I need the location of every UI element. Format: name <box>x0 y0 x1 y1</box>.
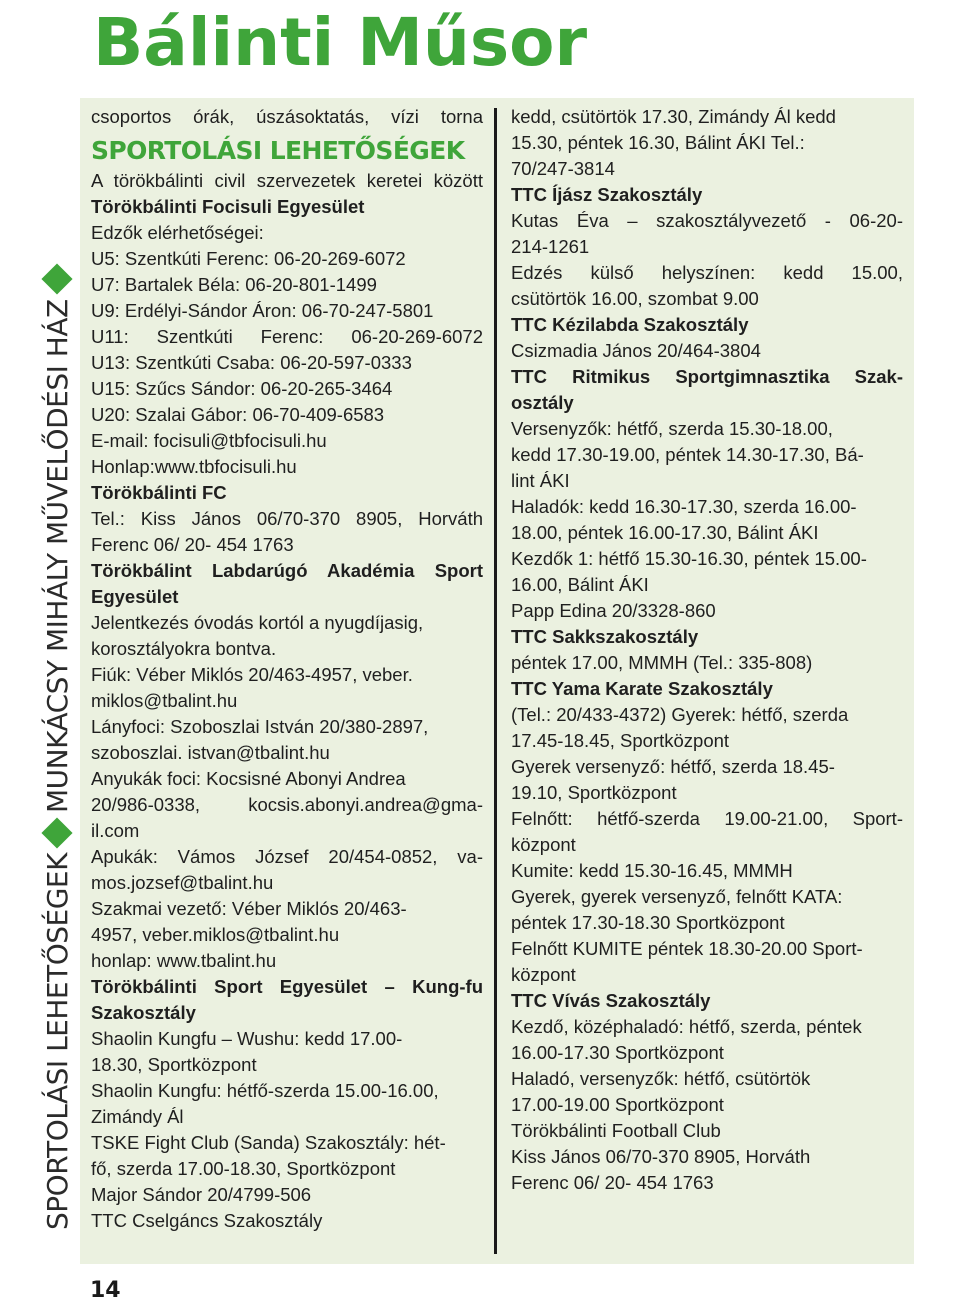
text-line: miklos@tbalint.hu <box>91 690 238 711</box>
text-line: fő, szerda 17.00-18.30, Sportközpont <box>91 1158 396 1179</box>
text-line: 70/247-3814 <box>511 158 615 179</box>
diamond-bullet-icon <box>41 817 72 848</box>
org-heading-line: Egyesület <box>91 586 179 607</box>
page-number: 14 <box>90 1278 121 1303</box>
text-line: Major Sándor 20/4799-506 <box>91 1184 312 1205</box>
side-banner-venue-label: MUNKÁCSY MIHÁLY MŰVELŐDÉSI HÁZ <box>40 299 74 814</box>
text-line: Tel.: Kiss János 06/70-370 8905, Horváth <box>91 508 483 529</box>
org-heading-line: TTC Kézilabda Szakosztály <box>511 314 749 335</box>
text-line: Kezdő, középhaladó: hétfő, szerda, péntek <box>511 1016 862 1037</box>
text-line: péntek 17.30-18.30 Sportközpont <box>511 912 785 933</box>
text-line: (Tel.: 20/433-4372) Gyerek: hétfő, szerda <box>511 704 849 725</box>
text-line: Kezdők 1: hétfő 15.30-16.30, péntek 15.00- <box>511 548 867 569</box>
text-line: csütörtök 16.00, szombat 9.00 <box>511 288 759 309</box>
text-line: U20: Szalai Gábor: 06-70-409-6583 <box>91 404 385 425</box>
text-line: Szakmai vezető: Véber Miklós 20/463- <box>91 898 407 919</box>
text-line: Kiss János 06/70-370 8905, Horváth <box>511 1146 811 1167</box>
text-line: 17.45-18.45, Sportközpont <box>511 730 730 751</box>
text-line: Haladók: kedd 16.30-17.30, szerda 16.00- <box>511 496 857 517</box>
text-line: Csizmadia János 20/464-3804 <box>511 340 761 361</box>
text-line: 16.00, Bálint ÁKI <box>511 574 649 595</box>
text-line: szoboszlai. istvan@tbalint.hu <box>91 742 330 763</box>
text-line: il.com <box>91 820 140 841</box>
text-line: U13: Szentkúti Csaba: 06-20-597-0333 <box>91 352 412 373</box>
text-line: Felnőtt KUMITE péntek 18.30-20.00 Sport- <box>511 938 863 959</box>
text-line: 18.30, Sportközpont <box>91 1054 257 1075</box>
text-line: 15.30, péntek 16.30, Bálint ÁKI Tel.: <box>511 132 805 153</box>
page-title: Bálinti Műsor <box>93 4 588 81</box>
org-heading-line: osztály <box>511 392 574 413</box>
text-line: TSKE Fight Club (Sanda) Szakosztály: hét- <box>91 1132 446 1153</box>
org-heading-line: TTC Sakkszakosztály <box>511 626 699 647</box>
text-line: Edzés külső helyszínen: kedd 15.00, <box>511 262 903 283</box>
text-line: Honlap:www.tbfocisuli.hu <box>91 456 297 477</box>
text-line: 19.10, Sportközpont <box>511 782 677 803</box>
text-line: Ferenc 06/ 20- 454 1763 <box>91 534 294 555</box>
diamond-bullet-icon <box>41 264 72 295</box>
text-line: U15: Szűcs Sándor: 06-20-265-3464 <box>91 378 393 399</box>
org-heading-line: TTC Yama Karate Szakosztály <box>511 678 773 699</box>
text-line: E-mail: focisuli@tbfocisuli.hu <box>91 430 327 451</box>
text-line: Felnőtt: hétfő-szerda 19.00-21.00, Sport- <box>511 808 903 829</box>
text-line: Gyerek versenyző: hétfő, szerda 18.45- <box>511 756 835 777</box>
text-line: Kutas Éva – szakosztályvezető - 06-20- <box>511 210 903 231</box>
text-line: Ferenc 06/ 20- 454 1763 <box>511 1172 714 1193</box>
text-line: Zimándy Ál <box>91 1106 184 1127</box>
text-line: TTC Cselgáncs Szakosztály <box>91 1210 323 1231</box>
text-line: Shaolin Kungfu: hétfő-szerda 15.00-16.00, <box>91 1080 439 1101</box>
org-heading-line: Törökbálinti Sport Egyesület – Kung-fu <box>91 976 483 997</box>
text-line: U7: Bartalek Béla: 06-20-801-1499 <box>91 274 377 295</box>
text-line: központ <box>511 834 576 855</box>
text-line: 214-1261 <box>511 236 590 257</box>
text-line: 17.00-19.00 Sportközpont <box>511 1094 724 1115</box>
text-line: 20/986-0338, kocsis.abonyi.andrea@gma- <box>91 794 483 815</box>
left-column <box>91 104 483 1234</box>
text-line: Versenyzők: hétfő, szerda 15.30-18.00, <box>511 418 833 439</box>
text-line: Papp Edina 20/3328-860 <box>511 600 716 621</box>
text-line: A törökbálinti civil szervezetek keretei között <box>91 170 483 191</box>
text-line: korosztályokra bontva. <box>91 638 277 659</box>
text-line: Kumite: kedd 15.30-16.45, MMMH <box>511 860 793 881</box>
org-heading-line: TTC Íjász Szakosztály <box>511 184 703 205</box>
text-line: Fiúk: Véber Miklós 20/463-4957, veber. <box>91 664 413 685</box>
section-heading: SPORTOLÁSI LEHETŐSÉGEK <box>91 136 465 165</box>
org-heading-line: Szakosztály <box>91 1002 196 1023</box>
right-column-lines <box>511 104 903 1196</box>
text-line: Edzők elérhetőségei: <box>91 222 264 243</box>
column-divider <box>494 108 497 1254</box>
text-line: U11: Szentkúti Ferenc: 06-20-269-6072 <box>91 326 483 347</box>
text-line: Gyerek, gyerek versenyző, felnőtt KATA: <box>511 886 843 907</box>
side-banner <box>34 130 80 1230</box>
org-heading-line: TTC Vívás Szakosztály <box>511 990 711 1011</box>
text-line: kedd, csütörtök 17.30, Zimándy Ál kedd <box>511 106 836 127</box>
text-line: 4957, veber.miklos@tbalint.hu <box>91 924 340 945</box>
text-line: 18.00, péntek 16.00-17.30, Bálint ÁKI <box>511 522 819 543</box>
text-line: péntek 17.00, MMMH (Tel.: 335-808) <box>511 652 813 673</box>
side-banner-section-label: SPORTOLÁSI LEHETŐSÉGEK <box>40 853 74 1230</box>
text-line: Törökbálinti Football Club <box>511 1120 721 1141</box>
org-heading-line: Törökbálinti FC <box>91 482 227 503</box>
text-line: 16.00-17.30 Sportközpont <box>511 1042 724 1063</box>
org-heading-line: Törökbálinti Focisuli Egyesület <box>91 196 365 217</box>
text-line: Apukák: Vámos József 20/454-0852, va- <box>91 846 483 867</box>
left-column-lines <box>91 168 483 1234</box>
text-line: lint ÁKI <box>511 470 570 491</box>
text-line: mos.jozsef@tbalint.hu <box>91 872 274 893</box>
text-line: U5: Szentkúti Ferenc: 06-20-269-6072 <box>91 248 406 269</box>
text-line: U9: Erdélyi-Sándor Áron: 06-70-247-5801 <box>91 300 434 321</box>
text-line: Haladó, versenyzők: hétfő, csütörtök <box>511 1068 811 1089</box>
text-line: Jelentkezés óvodás kortól a nyugdíjasig, <box>91 612 424 633</box>
text-line: központ <box>511 964 576 985</box>
text-line: Lányfoci: Szoboszlai István 20/380-2897, <box>91 716 429 737</box>
org-heading-line: TTC Ritmikus Sportgimnasztika Szak- <box>511 366 903 387</box>
intro-line: csoportos órák, úszásoktatás, vízi torna <box>91 106 483 127</box>
org-heading-line: Törökbálint Labdarúgó Akadémia Sport <box>91 560 483 581</box>
text-line: Anyukák foci: Kocsisné Abonyi Andrea <box>91 768 406 789</box>
text-line: Shaolin Kungfu – Wushu: kedd 17.00- <box>91 1028 403 1049</box>
right-column <box>511 104 903 1196</box>
text-line: kedd 17.30-19.00, péntek 14.30-17.30, Bá- <box>511 444 864 465</box>
text-line: honlap: www.tbalint.hu <box>91 950 277 971</box>
